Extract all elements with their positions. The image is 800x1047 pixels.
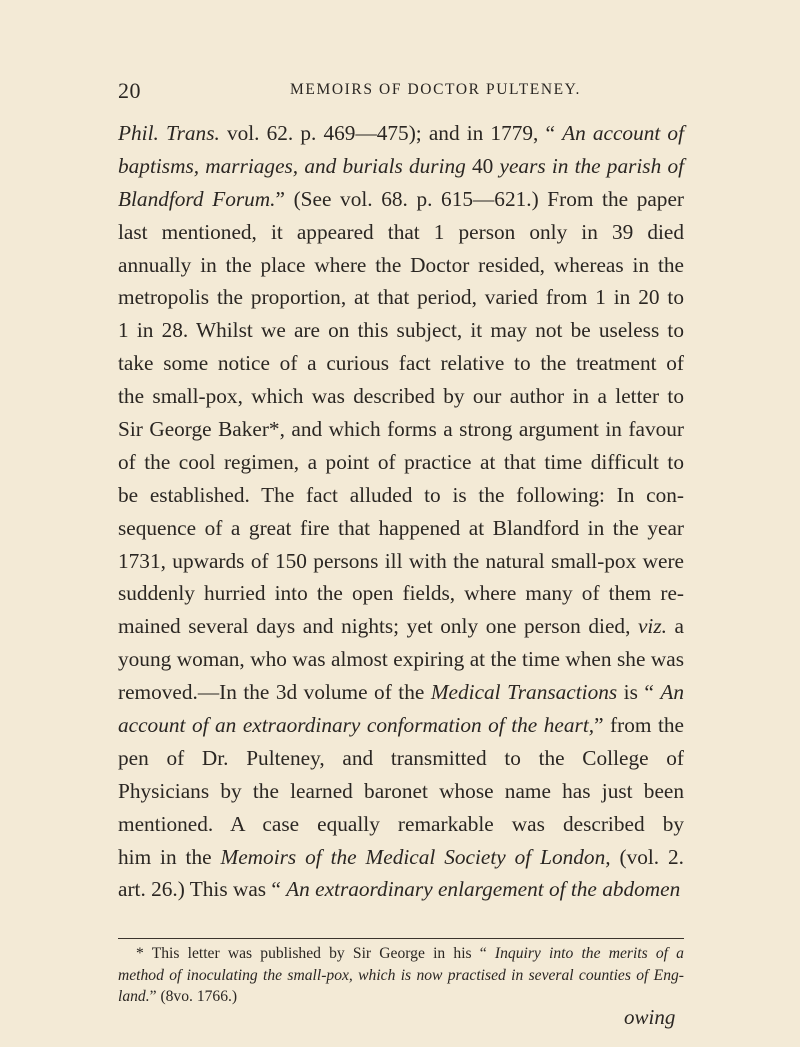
text-line: mained several days and nights; yet only one person died, viz. a <box>118 614 685 639</box>
text-line: take some notice of a curious fact relative to the treatment of <box>118 351 684 376</box>
text-line: art. 26.) This was “ An extraordinary enlargement of the abdomen <box>118 877 681 902</box>
text-line: of the cool regimen, a point of practice at that time difficult to <box>118 449 684 474</box>
text-line: suddenly hurried into the open fields, where many of them re- <box>118 581 684 606</box>
text-line: account of an extraordinary conformation of the heart,” from the <box>118 713 684 738</box>
text-line: the small-pox, which was described by our author in a letter to <box>118 384 684 409</box>
text-line: baptisms, marriages, and burials during 40 years in the parish of <box>118 153 685 178</box>
text-line: last mentioned, it appeared that 1 person only in 39 died <box>118 219 684 244</box>
text-line: Blandford Forum.” (See vol. 68. p. 615—621.) From the paper <box>118 186 684 211</box>
text-line: mentioned. A case equally remarkable was described by <box>118 811 684 836</box>
text-line: metropolis the proportion, at that period, varied from 1 in 20 to <box>118 285 684 310</box>
text-line: removed.—In the 3d volume of the Medical Transactions is “ An <box>118 680 684 705</box>
text-line: Physicians by the learned baronet whose name has just been <box>118 778 684 803</box>
text-line: annually in the place where the Doctor resided, whereas in the <box>118 252 684 277</box>
running-head: MEMOIRS OF DOCTOR PULTENEY. <box>290 81 581 98</box>
text-line: pen of Dr. Pulteney, and transmitted to the College of <box>118 745 684 770</box>
footnote <box>118 943 684 1008</box>
text-line: young woman, who was almost expiring at the time when she was <box>118 647 684 672</box>
page-header <box>118 78 718 108</box>
body-text <box>118 117 684 906</box>
footnote-line: land.” (8vo. 1766.) <box>118 988 238 1005</box>
footnote-line: method of inoculating the small-pox, which is now practised in several counties of Eng- <box>118 966 684 984</box>
text-line: be established. The fact alluded to is the following: In con- <box>118 482 684 507</box>
text-line: him in the Memoirs of the Medical Society of London, (vol. 2. <box>118 844 685 869</box>
text-line: sequence of a great fire that happened at Blandford in the year <box>118 515 684 540</box>
page-number: 20 <box>118 78 141 103</box>
text-line: 1731, upwards of 150 persons ill with the natural small-pox were <box>118 548 684 573</box>
text-line: Phil. Trans. vol. 62. p. 469—475); and in 1779, “ An account of <box>118 121 684 145</box>
catchword: owing <box>624 1005 676 1029</box>
text-line: Sir George Baker*, and which forms a strong argument in favour <box>118 417 684 442</box>
footnote-line: * This letter was published by Sir George in his “ Inquiry into the merits of a <box>136 945 684 962</box>
text-line: 1 in 28. Whilst we are on this subject, it may not be useless to <box>118 318 684 343</box>
footnote-rule <box>118 938 684 939</box>
